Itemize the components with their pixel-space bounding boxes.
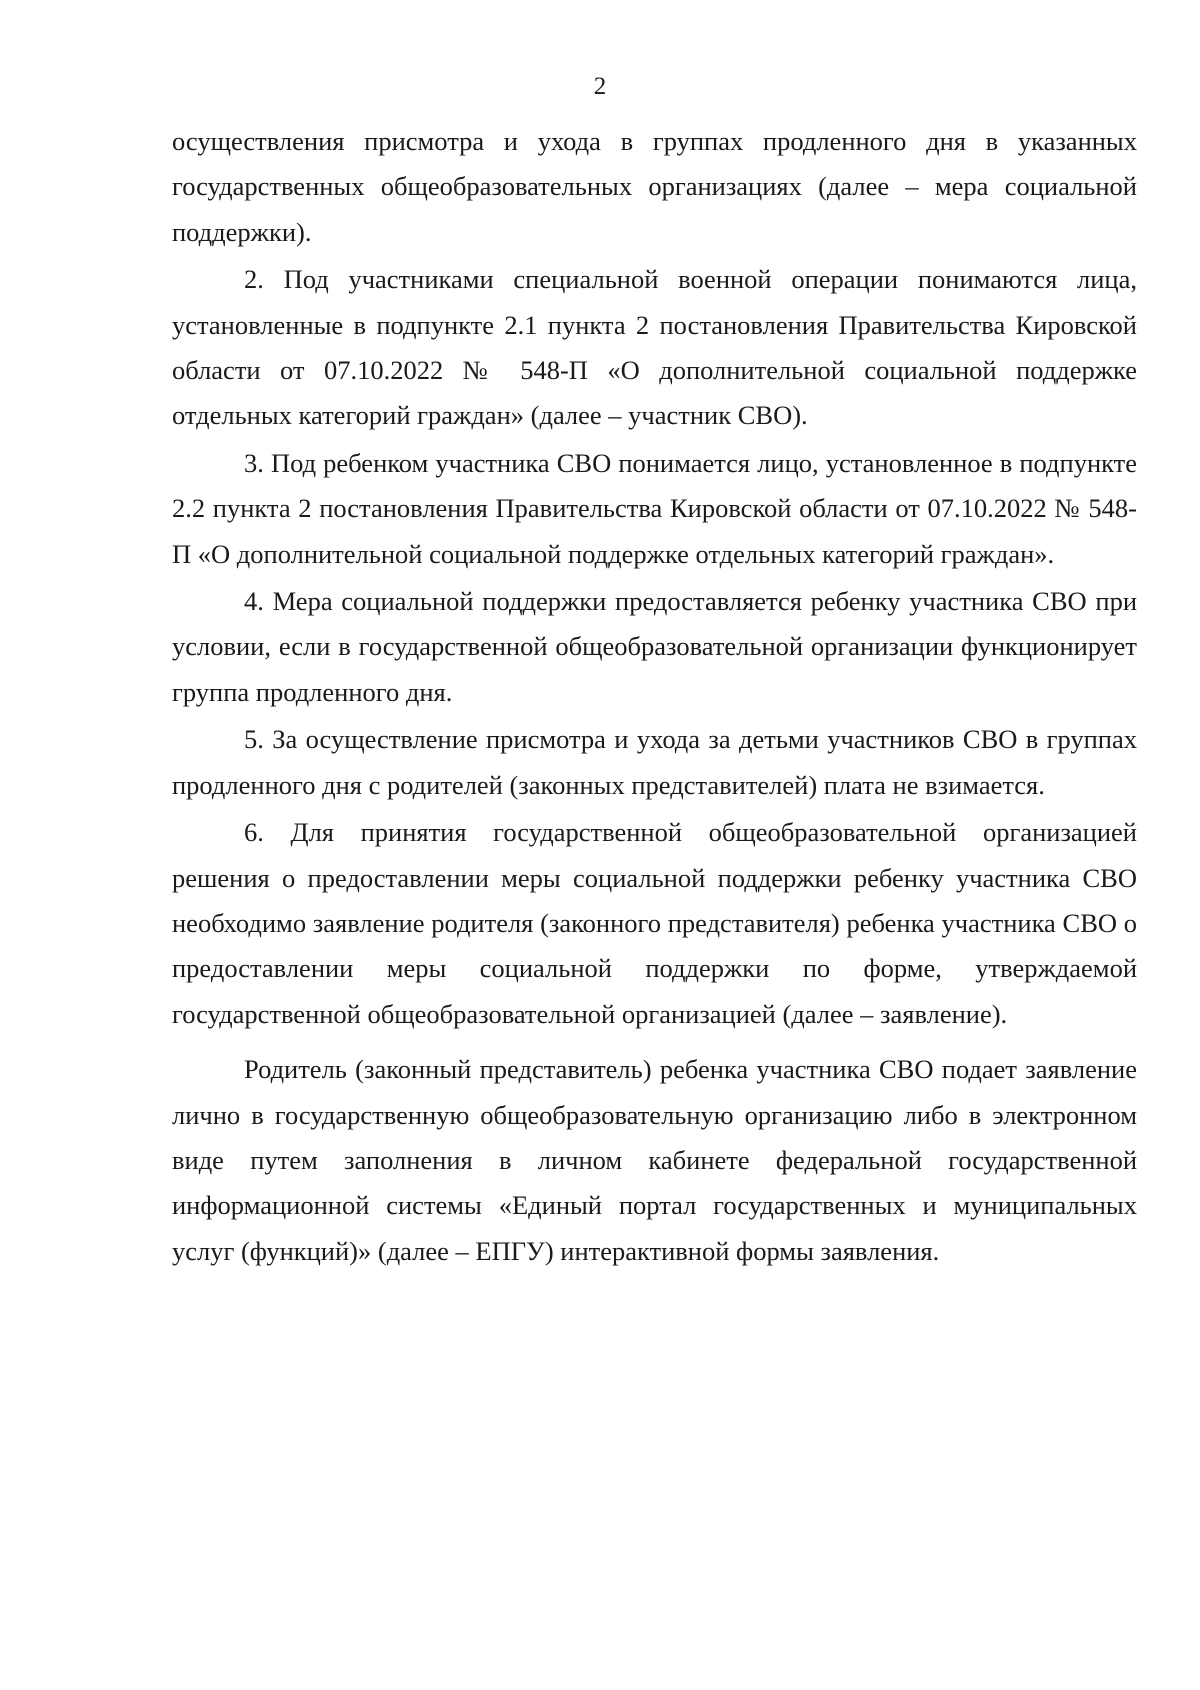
paragraph-applicant: Родитель (законный представитель) ребенка участника СВО подает заявление лично в государственную общеобразовательную организацию либо в электронном виде путем заполнения в личном кабинете федеральной государственной информационной системы «Единый портал государственных и муниципальных услуг (функций)» (далее – ЕПГУ) интерактивной формы заявления.	[172, 1054, 1137, 1266]
page-number: 2	[593, 73, 607, 100]
paragraph-item-6: 6. Для принятия государственной общеобразовательной организацией решения о предоставлении меры социальной поддержки ребенку участника СВО необходимо заявление родителя (законного представителя) ребенка участника СВО о предоставлении меры социальной поддержки по форме, утверждаемой государственной общеобразовательной организацией (далее – заявление).	[172, 817, 1137, 1029]
paragraph-item-3: 3. Под ребенком участника СВО понимается лицо, установленное в подпункте 2.2 пункта 2 постановления Правительства Кировской области от 07.10.2022 № 548-П «О дополнительной социальной поддержке отдельных категорий граждан».	[172, 447, 1137, 569]
paragraph-item-2: 2. Под участниками специальной военной операции понимаются лица, установленные в подпункте 2.1 пункта 2 постановления Правительства Кировской области от 07.10.2022 № 548-П «О дополнительной социальной поддержке отдельных категорий граждан» (далее – участник СВО).	[172, 264, 1137, 431]
paragraph-item-5: 5. За осуществление присмотра и ухода за детьми участников СВО в группах продленного дня с родителей (законных представителей) плата не взимается.	[172, 724, 1137, 800]
paragraph-item-4: 4. Мера социальной поддержки предоставляется ребенку участника СВО при условии, если в государственной общеобразовательной организации функционирует группа продленного дня.	[172, 586, 1137, 707]
paragraph-continuation: осуществления присмотра и ухода в группах продленного дня в указанных государственных общеобразовательных организациях (далее – мера социальной поддержки).	[172, 126, 1137, 247]
document-body	[172, 119, 1137, 1274]
